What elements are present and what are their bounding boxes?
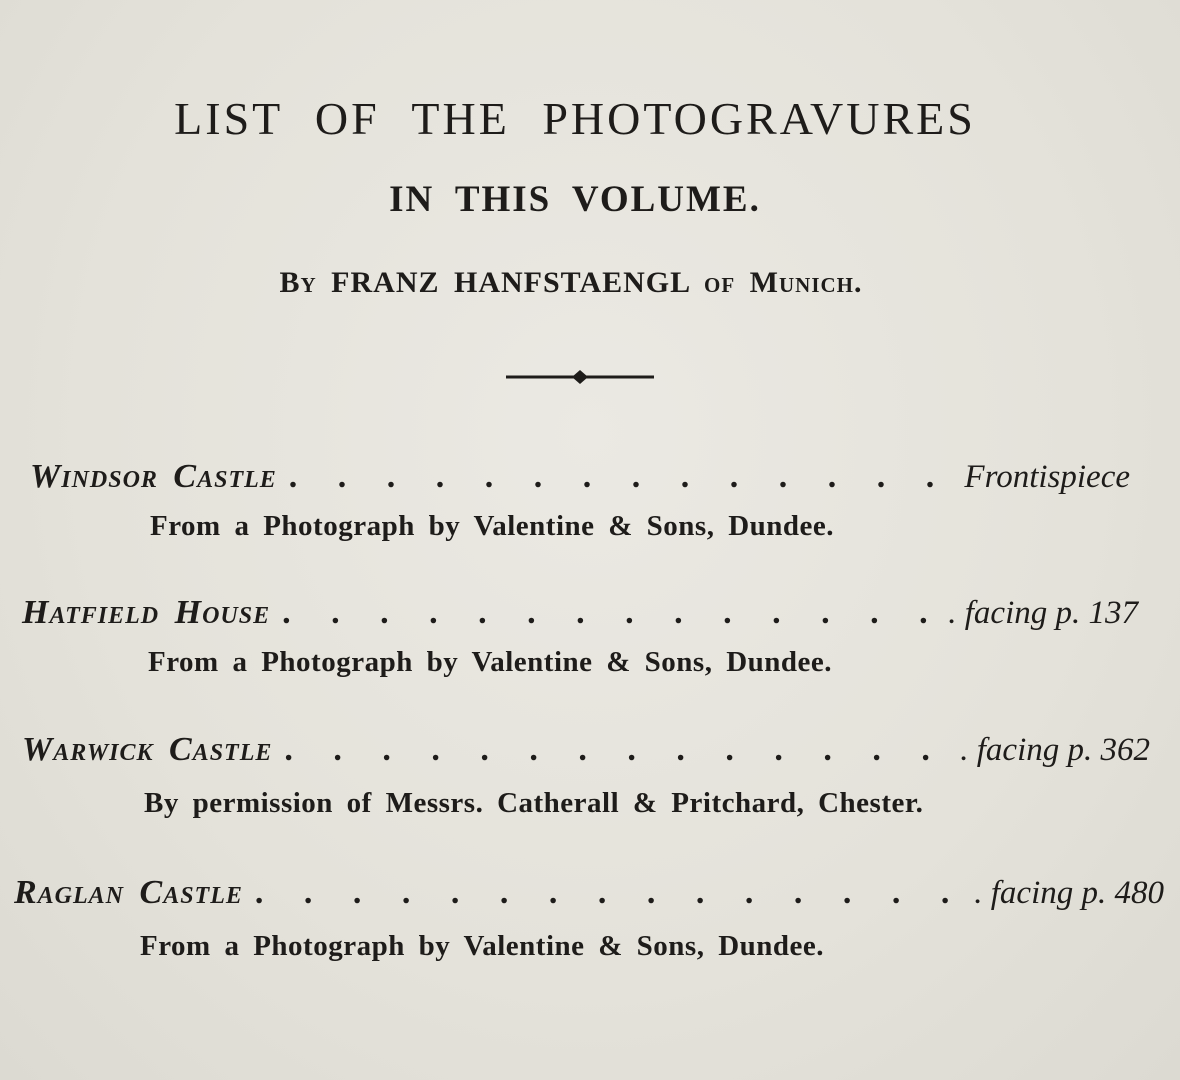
entry-page-ref: . facing p. 480: [974, 875, 1164, 911]
list-item: [22, 594, 1138, 638]
byline: [0, 266, 1142, 300]
entry-credit: By permission of Messrs. Catherall & Pritchard, Chester.: [144, 787, 924, 819]
entry-credit: From a Photograph by Valentine & Sons, Dundee.: [148, 646, 833, 678]
entry-page-ref: . facing p. 137: [948, 595, 1138, 631]
dot-leader: [277, 458, 957, 496]
list-item: [14, 874, 1164, 918]
entry-page-ref: . facing p. 362: [960, 732, 1150, 768]
page-title: LIST OF THE PHOTOGRAVURES: [174, 93, 976, 144]
byline-prefix: By: [279, 266, 317, 299]
entry-title: Raglan Castle: [14, 874, 243, 911]
byline-place: Munich.: [749, 266, 863, 299]
dot-leader: [270, 594, 940, 632]
dot-leader: [243, 874, 966, 912]
entry-credit: From a Photograph by Valentine & Sons, Dundee.: [150, 510, 835, 542]
entry-page-ref: Frontispiece: [964, 459, 1130, 495]
entry-title: Warwick Castle: [22, 731, 273, 768]
entry-title: Windsor Castle: [30, 458, 277, 495]
list-item: [30, 458, 1130, 502]
ornament-divider-icon: [504, 367, 656, 387]
byline-of: of: [704, 266, 736, 299]
entry-credit: From a Photograph by Valentine & Sons, Dundee.: [140, 930, 825, 962]
byline-name: FRANZ HANFSTAENGL: [331, 266, 690, 299]
page-subtitle: IN THIS VOLUME.: [389, 179, 761, 220]
list-item: [22, 731, 1150, 775]
dot-leader: [272, 731, 952, 769]
entry-title: Hatfield House: [22, 594, 271, 631]
